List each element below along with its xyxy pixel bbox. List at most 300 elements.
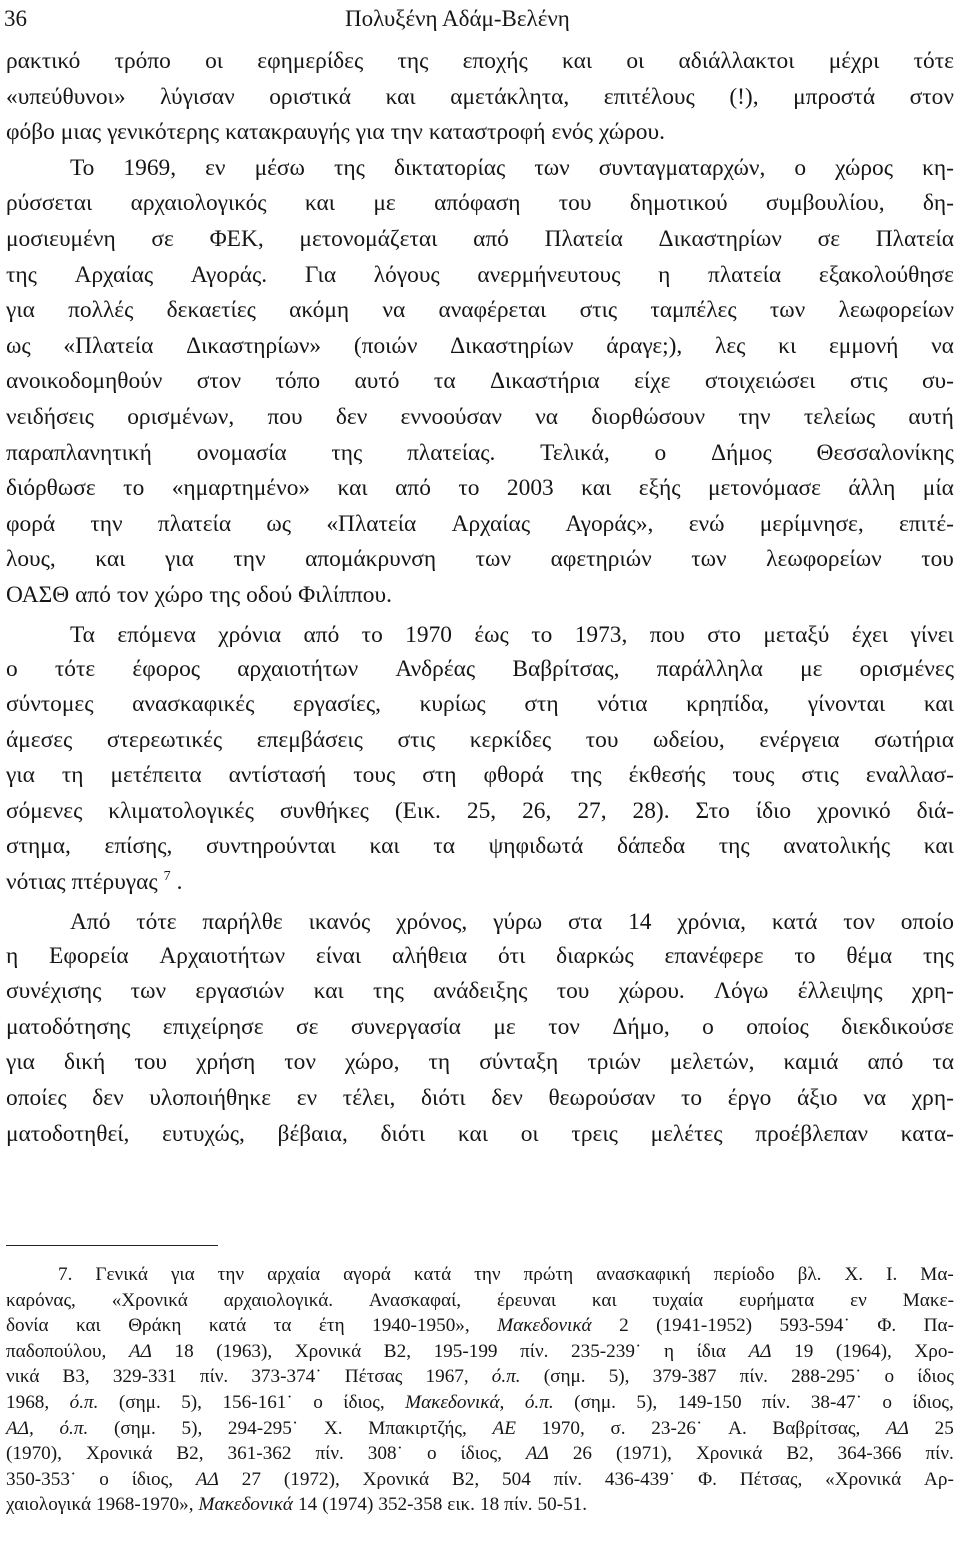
word: τον [548,1013,580,1040]
footnote-word: έρευναι [496,1289,557,1311]
body-text [6,44,954,1152]
word: ΦΕΚ, [209,225,264,252]
word: μεταξύ [763,621,830,648]
footnote-word: ανασκαφική [596,1264,691,1285]
word: κλιματολογικές [108,797,254,824]
word: και [457,1120,489,1147]
word: το [361,621,383,648]
word: «Πλατεία [326,510,417,537]
word: μετέπειτα [110,762,202,789]
word: πολλές [68,297,134,324]
word: άμεσες [6,726,73,753]
word: δη- [922,190,954,217]
word: την [738,403,771,430]
footnote-word: 149-150 [677,1391,742,1413]
word: τους [732,762,775,789]
word: άραγε;), [606,332,683,359]
text-line [6,865,954,901]
word: την [233,546,266,573]
word: Εφορεία [49,942,129,969]
word: εν [205,154,226,181]
word: λόγους [373,261,440,288]
word: χώρου. [598,119,665,146]
word: κρηπίδα, [686,691,770,718]
footnote-word: 27 [241,1468,261,1490]
word: δικτατορίας [393,154,506,181]
word: ρύσσεται [6,190,93,217]
footnote-word: (σημ. [543,1366,586,1388]
word: την [390,119,423,146]
word: ευτυχώς, [162,1120,245,1147]
word: παραπλανητική [6,439,152,466]
word: μετονόμασε [707,475,821,502]
word: μελέτες [650,1120,723,1147]
word: ο [6,655,18,682]
footnote-word: Χρονικά [362,1468,430,1490]
word: οριστικά [269,83,352,110]
word: Δικαστηρίων [450,332,574,359]
word: εννοούσαν [400,403,502,430]
word: αναφέρεται [438,297,547,324]
word: σωτήρια [874,726,954,753]
footnote-word: ο [884,1366,895,1388]
footnote-word: (σημ. [118,1391,161,1413]
text-line [6,652,954,688]
footnote-word: 373-374˙ [251,1366,322,1388]
word: το [794,942,816,969]
footnote-word: και [76,1315,101,1337]
word: λεωφορείων [838,297,954,324]
footnote-word: πίν. [315,1443,344,1465]
word: Αγοράς», [565,510,654,537]
word: σε [296,1013,319,1040]
word: παρήλθε [202,908,283,935]
word: τότε [54,655,96,682]
footnote-word: Χρο- [914,1340,954,1362]
text-line [6,687,954,723]
word: τον [116,581,149,608]
word: στον [909,83,954,110]
footnote-word: (1972), [283,1468,340,1490]
word: οι [520,1120,539,1147]
word: με [800,655,823,682]
word: κατα- [900,1120,954,1147]
word: δεκαετίες [166,297,256,324]
word: 28). [632,797,670,824]
text-line [6,939,954,975]
footnote-word: 235-239˙ [571,1340,642,1362]
word: τη [428,1049,451,1076]
word: ματοδοτηθεί, [6,1120,130,1147]
word: επίσης, [104,833,173,860]
footnote-word: ό.π. [59,1417,89,1439]
text-line [6,1010,954,1046]
text-line [6,542,954,578]
word: επιτέ- [899,510,954,537]
footnote-word: 2 [619,1315,629,1337]
word: Δικαστηρίων [658,225,782,252]
word: Πλατεία [875,225,954,252]
word: έχει [851,621,889,648]
word: έκθεσής [628,762,706,789]
footnote-line [6,1313,954,1339]
word: 14 [628,908,652,935]
footnote-word: 288-295˙ [791,1366,862,1388]
footnote-word: εικ. [447,1494,475,1516]
word: επιχείρησε [162,1013,264,1040]
word: στα [567,908,603,935]
word: ορισμένες [859,655,954,682]
word: κερκίδες [469,726,552,753]
footnote-word: 1940-1950», [372,1315,470,1337]
footnote-word: Β3, [62,1366,90,1388]
word: μπροστά [793,83,876,110]
word: αντίστασή [228,762,327,789]
footnote-line [6,1492,954,1518]
footnote-word: Ι. [886,1264,898,1285]
word: επιτέλους [603,83,695,110]
word: αρχαιοτήτων [237,655,359,682]
word: Αγοράς. [190,261,268,288]
word: εναλλασ- [865,762,954,789]
footnote-word: ίδια [696,1340,726,1362]
word: και [562,48,593,74]
word: για [6,297,35,324]
word: διότι [421,1085,466,1112]
word: διεκδικούσε [841,1013,954,1040]
footnote-word: Φ. [877,1315,897,1337]
footnote-word: πίν. [739,1366,768,1388]
word-with-note [71,865,182,901]
word: με [373,190,396,217]
word: δεν [335,403,368,430]
word: σύνταξη [479,1049,559,1076]
footnote-word: Ανασκαφαί, [368,1289,462,1311]
word: ίδιο [755,797,792,824]
footnote-word: ΑΔ [748,1340,772,1362]
word: συντηρούνται [206,833,336,860]
text-line [6,578,954,614]
footnote-word: 350-353˙ [6,1468,77,1490]
word: διά- [916,797,954,824]
word: καμιά [783,1049,839,1076]
word: εξής [638,475,681,502]
word: εμμονή [828,332,899,359]
word: στη [422,762,457,789]
word: έργο [727,1085,772,1112]
footnote-word: την [217,1264,245,1285]
word: από [75,581,111,608]
text-line [6,829,954,865]
footnote-word: (1963), [216,1340,273,1362]
word: αλήθεια [391,942,468,969]
word: της [718,833,750,860]
word: το [458,475,480,502]
footnote-word: κατά [208,1315,247,1337]
footnote-word: Γενικά [95,1264,148,1285]
footnote-word: 1968, [6,1391,50,1413]
word: υλοποιήθηκε [149,1085,272,1112]
word: να [535,403,559,430]
word: της [570,762,602,789]
text-line [6,293,954,329]
footnote-word: Πέτσας [344,1366,403,1388]
footnote-word: 195-199 [433,1340,498,1362]
text-line [6,507,954,543]
word: από [473,225,509,252]
footnote-word: πίν. [504,1494,533,1516]
footnote-word: Β2, [451,1468,480,1490]
word: τους [353,762,396,789]
word: τον [284,1049,316,1076]
footnote-word: 5), [181,1417,203,1439]
word: (ποιών [353,332,418,359]
word: στις [801,762,839,789]
word: ενέργεια [759,726,840,753]
word: 26, [522,797,552,824]
footnote-word: 5), [608,1366,630,1388]
word: τον [843,908,875,935]
word: Από [70,908,111,935]
word: χώρου. [618,978,685,1005]
word: συ- [921,368,954,395]
word: Βαβρίτσας, [512,655,620,682]
word: για [6,1049,35,1076]
word: αμετάκλητα, [450,83,570,110]
footnote-separator [6,1245,218,1246]
word: της [6,261,37,288]
word: οποίες [6,1085,67,1112]
word: 1973, [574,621,628,648]
word: και [385,83,416,110]
footnote-word: Β2, [383,1340,411,1362]
word: των [691,546,727,573]
footnote-word: (1974) [322,1494,374,1516]
word: τελείως [803,403,876,430]
word: του [558,190,592,217]
word: εν [296,1085,318,1112]
footnote-word: 1968-1970», [96,1494,194,1516]
footnote-line [6,1390,954,1416]
footnote-word: 5), [181,1391,202,1413]
footnote-line [6,1364,954,1390]
word: παράλληλα [656,655,763,682]
word: κατά [771,908,818,935]
word: λεωφορείων [766,546,882,573]
word: της [397,48,429,74]
footnote-word: «Χρονικά [111,1289,188,1311]
word: «υπεύθυνοι» [6,83,126,110]
word: δάπεδα [616,833,686,860]
word: εφημερίδες [257,48,364,74]
word: έως [474,621,509,648]
word: στημα, [6,833,71,860]
footnote-word: Χρονικά [294,1340,362,1362]
word: νότιας [6,869,66,896]
word: κη- [922,154,954,181]
word: επεμβάσεις [256,726,363,753]
footnote-word: νικά [6,1366,40,1388]
footnote-word: (σημ. [113,1417,156,1439]
word: ενώ [688,510,725,537]
word: για [164,546,194,573]
word: χρόνια, [677,908,747,935]
text-line [6,471,954,507]
word: η [6,942,19,969]
footnote-word: Χ. [323,1417,343,1439]
word: που [649,621,685,648]
word: που [267,403,303,430]
footnote-word: Βαβρίτσας, [772,1417,861,1439]
word: ταμπέλες [650,297,737,324]
word: πλατεία [157,510,232,537]
footnote-word: Πέτσας, [739,1468,803,1490]
word: και [369,833,400,860]
footnote-word: δονία [6,1315,49,1337]
footnote-word: Μπακιρτζής, [368,1417,467,1439]
text-line [6,364,954,400]
word: του [556,978,590,1005]
word: δεν [92,1085,124,1112]
word: γίνονται [807,691,886,718]
running-head: Πολυξένη Αδάμ-Βελένη [345,6,570,31]
footnote-word: Μακεδονικά [497,1315,592,1337]
word: γενικότερης [107,119,220,146]
word: αδιάλλακτοι [678,48,795,74]
footnote-word: 23-26˙ [651,1417,703,1439]
footnote-word: ΑΔ [195,1468,219,1490]
word: σύντομες [6,691,94,718]
word: φορά [6,510,56,537]
word: τότε [136,908,177,935]
footnote-word: χαιολογικά [6,1494,91,1516]
word: και [923,691,954,718]
word: «Πλατεία [63,332,154,359]
word: έλλειψης [797,978,883,1005]
footnote-word: 1970, [541,1417,585,1439]
footnote-word: Μακεδονικά [198,1494,293,1516]
word: θεωρούσαν [548,1085,656,1112]
word: διότι [380,1120,426,1147]
word: γύρω [493,908,543,935]
word: κυρίως [419,691,486,718]
word: και [923,833,954,860]
text-line [6,901,954,939]
footnote-line [6,1288,954,1314]
word: το [531,621,553,648]
word: τότε [913,48,954,74]
footnote-word: ΑΔ [885,1417,909,1439]
footnote-word: ευρήματα [738,1289,815,1311]
footnote-word: (σημ. [574,1391,616,1413]
word: χώρο, [344,1049,400,1076]
word: νειδήσεις [6,403,94,430]
punctuation: . [176,869,183,896]
word: Δικαστηρίων» [186,332,322,359]
word: σόμενες [6,797,83,824]
word: επανέφερε [664,942,764,969]
word: τέλει, [342,1085,396,1112]
word: απόφαση [434,190,521,217]
footnote-line [6,1416,954,1442]
word: τα [433,833,455,860]
word: Για [304,261,337,288]
word: μελετών, [669,1049,755,1076]
footnote-word: (1971), [616,1443,672,1465]
footnote-word: 7. [58,1264,73,1285]
footnote-word: Χ. [844,1264,864,1285]
word: πτέρυγας [71,869,158,896]
footnote-word: 379-387 [652,1366,717,1388]
word: συνέχισης [6,978,102,1005]
word: εποχής [462,48,528,74]
word: απομάκρυνση [305,546,437,573]
word: είχε [634,368,671,395]
word: στις [397,726,436,753]
footnote-word: Φ. [698,1468,717,1490]
word: τα [433,368,456,395]
word: μοσιευμένη [6,225,116,252]
word: οποίος [746,1013,809,1040]
word: στις [849,368,888,395]
footnote-word: πίν. [553,1468,583,1490]
word: χρόνος, [396,908,468,935]
word: ανερμήνευτους [477,261,621,288]
word: ο [702,1013,714,1040]
footnote-word: κατά [413,1264,452,1285]
word: Θεσσαλονίκης [816,439,954,466]
footnote-word: ίδιος, [131,1468,174,1490]
word: των [130,978,167,1005]
word: χρήση [196,1049,256,1076]
word: ότι [497,942,526,969]
word: πλατείας. [407,439,496,466]
word: ικανός [308,908,371,935]
word: ο [794,154,807,181]
word: ορισμένων, [127,403,235,430]
word: η [658,261,671,288]
footnote-word: 593-594˙ [779,1315,850,1337]
footnote-word: ΑΔ [128,1340,152,1362]
word: οι [205,48,224,74]
word: να [382,297,406,324]
word: διόρθωσε [6,475,96,502]
text-line [6,794,954,830]
footnote-word: (1970), [6,1443,62,1465]
footnote-word: πίν. [520,1340,549,1362]
word: στο [707,621,741,648]
footnote-word: (1964), [835,1340,892,1362]
footnote-word: Χρονικά [85,1443,153,1465]
word: στοιχειώσει [704,368,816,395]
word: χρη- [911,978,954,1005]
footnote-word: 1967, [425,1366,469,1388]
word: καταστροφή [428,119,546,146]
word: συμβουλίου, [765,190,885,217]
word: λους, [6,546,56,573]
word: συνθήκες [279,797,369,824]
word: σε [151,225,174,252]
footnote-word: παδοπούλου, [6,1340,107,1362]
text-line [6,1117,954,1153]
word: ρακτικό [6,48,81,74]
footnote-word: Πα- [923,1315,954,1337]
word: τρεις [571,1120,618,1147]
word: ΟΑΣΘ [6,581,70,608]
word: αρχαιολογικός [130,190,267,217]
word: έφορος [132,655,201,682]
word: το [680,1085,703,1112]
